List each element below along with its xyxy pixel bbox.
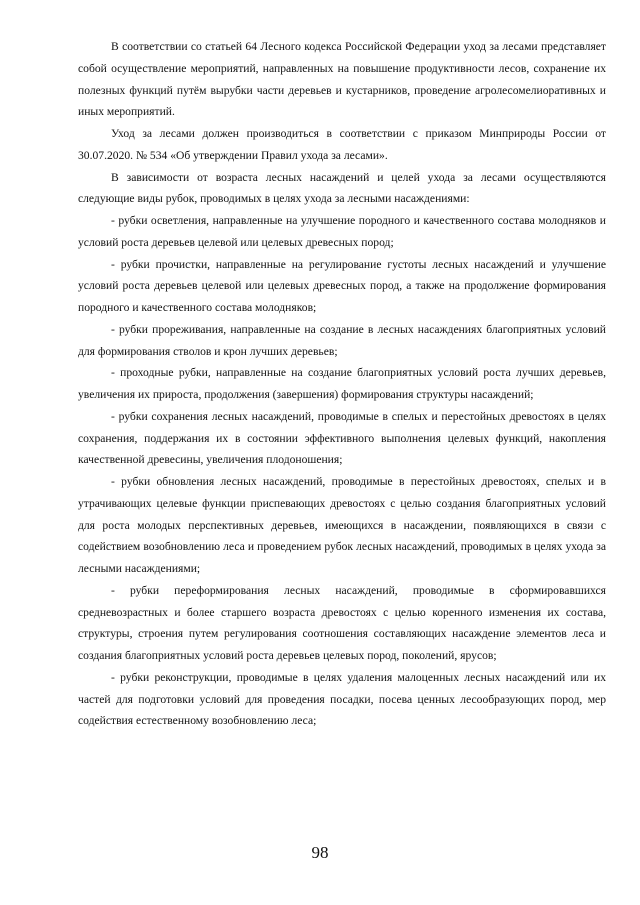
page-number: 98 xyxy=(311,843,329,862)
paragraph-felling-types-intro: В зависимости от возраста лесных насаждений и целей ухода за лесами осуществляются следующие виды рубок, проводимых в целях ухода за лесными насаждениями: xyxy=(78,170,606,206)
body-text xyxy=(78,36,606,732)
list-item-clearing-felling: - рубки осветления, направленные на улучшение породного и качественного состава молодняков и условий роста деревьев целевой или целевых древесных пород; xyxy=(78,214,606,249)
list-item-renewal-felling: - рубки обновления лесных насаждений, проводимые в перестойных древостоях, спелых и в утрачивающих целевые функции приспевающих древостоях с целью создания благоприятных условий для роста молодых перспективных деревьев, имеющихся в насаждении, появляющихся в связи с содействием возобновлению леса и проведением рубок лесных насаждений, проводимых в целях ухода за лесными насаждениями; xyxy=(78,475,606,575)
list-item-passage-felling: - проходные рубки, направленные на создание благоприятных условий роста лучших деревьев, увеличения их прироста, продолжения (завершения) формирования структуры насаждений; xyxy=(78,366,606,401)
paragraph-intro: В соответствии со статьей 64 Лесного кодекса Российской Федерации уход за лесами представляет собой осуществление мероприятий, направленных на повышение продуктивности лесов, сохранение их полезных функций путём вырубки части деревьев и кустарников, проведение агролесомелиоративных и иных мероприятий. xyxy=(78,40,606,119)
list-item-cleaning-felling: - рубки прочистки, направленные на регулирование густоты лесных насаждений и улучшение условий роста деревьев целевой или целевых древесных пород, а также на продолжение формирования породного и качественного состава молодняков; xyxy=(78,257,606,314)
list-item-reconstruction-felling: - рубки реконструкции, проводимые в целях удаления малоценных лесных насаждений или их частей для подготовки условий для проведения посадки, посева ценных лесообразующих пород, мер содействия естественному возобновлению леса; xyxy=(78,670,606,728)
list-item-thinning-felling: - рубки прореживания, направленные на создание в лесных насаждениях благоприятных условий для формирования стволов и крон лучших деревьев; xyxy=(78,322,606,358)
paragraph-order-reference: Уход за лесами должен производиться в соответствии с приказом Минприроды России от 30.07.2020. № 534 «Об утверждении Правил ухода за лесами». xyxy=(78,127,606,162)
list-item-preservation-felling: - рубки сохранения лесных насаждений, проводимые в спелых и перестойных древостоях в целях сохранения, поддержания их в состоянии эффективного выполнения целевых функций, накопления качественной древесины, увеличения плодоношения; xyxy=(78,409,606,467)
list-item-reformation-felling: - рубки переформирования лесных насаждений, проводимые в сформировавшихся средневозрастных и более старшего возраста древостоях с целью коренного изменения их состава, структуры, строения путем регулирования соотношения составляющих насаждение элементов леса и создания благоприятных условий роста деревьев целевых пород, поколений, ярусов; xyxy=(78,583,606,662)
